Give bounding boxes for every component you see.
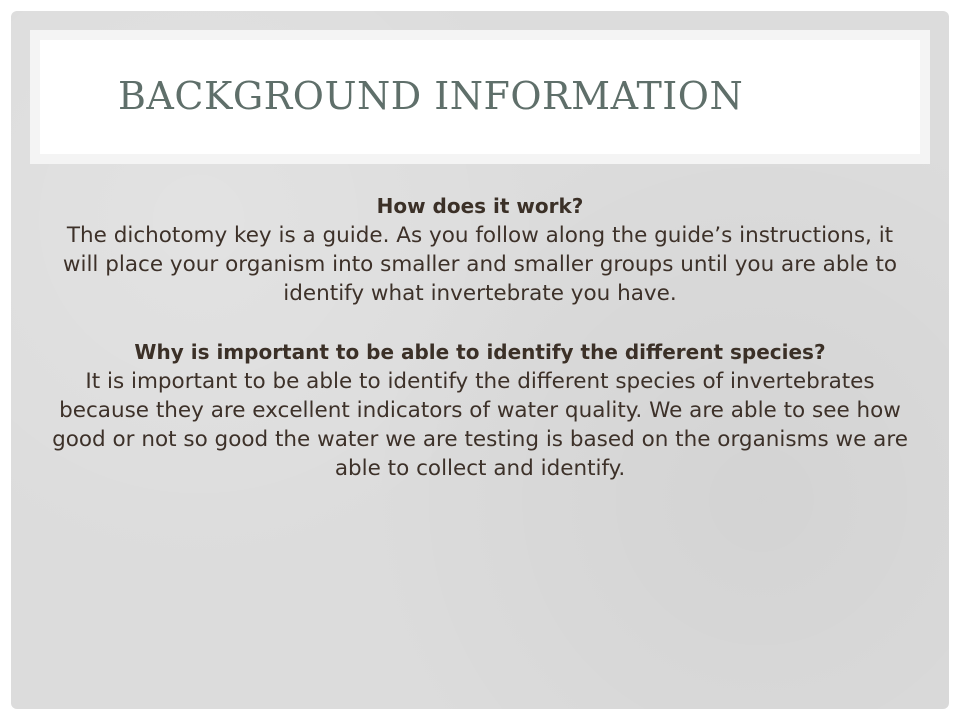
slide-body <box>51 191 909 483</box>
answer-how-it-works: The dichotomy key is a guide. As you follow along the guide’s instructions, it will place your organism into smaller and smaller groups until you are able to identify what invertebrate you have. <box>62 223 898 306</box>
slide <box>11 11 949 709</box>
section-spacer <box>51 308 909 337</box>
question-how-it-works: How does it work? <box>376 194 584 218</box>
question-why-identify: Why is important to be able to identify the different species? <box>134 340 826 364</box>
title-band <box>30 30 930 164</box>
answer-why-identify: It is important to be able to identify the different species of invertebrates because they are excellent indicators of water quality. We are able to see how good or not so good the water we are testing is based on the organisms we are able to collect and identify. <box>52 369 908 481</box>
slide-title: BACKGROUND INFORMATION <box>118 74 744 118</box>
